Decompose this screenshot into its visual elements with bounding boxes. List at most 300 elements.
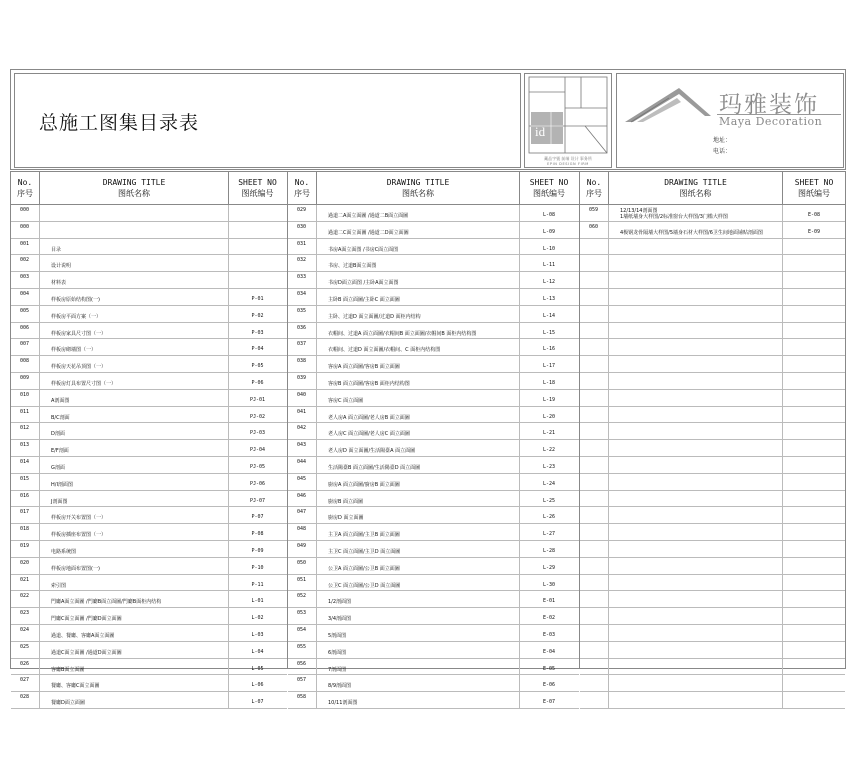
row-number: [580, 289, 609, 305]
header-no: [11, 172, 40, 204]
row-number: 022: [11, 591, 40, 607]
row-drawing-title: 老人房C 面立面圖/老人房C 面立面圖: [317, 423, 520, 439]
row-sheet-no: P-04: [251, 346, 264, 353]
row-drawing-title: 門廳A面立面圖 /門廳B面立面圖/門廳B面柜内结构: [40, 591, 229, 607]
row-drawing-title: [609, 407, 783, 423]
row-number: 059: [580, 205, 609, 221]
row-number: 038: [288, 356, 317, 372]
row-sheet-no: [783, 474, 845, 490]
page-title: 总施工图集目录表: [39, 112, 200, 134]
row-number: 049: [288, 541, 317, 557]
table-row: [288, 675, 579, 692]
table-row: [11, 407, 287, 424]
row-drawing-title: [609, 390, 783, 406]
table-row: [580, 474, 845, 491]
table-row: [580, 591, 845, 608]
table-row: [11, 239, 287, 256]
table-row: [580, 625, 845, 642]
header-drawing-title-cn: 图纸名称: [118, 189, 150, 198]
brand-box: [616, 73, 844, 168]
row-number: [580, 491, 609, 507]
row-number: 043: [288, 440, 317, 456]
row-number: 040: [288, 390, 317, 406]
table-row: [288, 205, 579, 222]
row-sheet-no: L-06: [251, 682, 264, 689]
row-drawing-title: [609, 591, 783, 607]
table-row: [288, 591, 579, 608]
header-no-en: No.: [586, 178, 602, 187]
row-drawing-title: 7剖面图: [317, 659, 520, 675]
row-number: 048: [288, 524, 317, 540]
row-drawing-title: 主卫C 面立面圖/主卫D 面立面圖: [317, 541, 520, 557]
table-row: [580, 272, 845, 289]
row-number: [580, 541, 609, 557]
row-sheet-no: PJ-07: [249, 497, 266, 504]
row-drawing-title: 衣帽间、过道D 面立面圖/衣帽间、C 面柜内结构图: [317, 339, 520, 355]
table-row: [288, 289, 579, 306]
row-number: 003: [11, 272, 40, 288]
row-sheet-no: L-10: [542, 245, 556, 252]
header-drawing-title-cn: 图纸名称: [679, 189, 712, 198]
table-row: [288, 423, 579, 440]
table-row: [11, 373, 287, 390]
table-header: [580, 172, 845, 205]
row-drawing-title: 客房C 面立面圖: [317, 390, 520, 406]
phone-label: 电话：: [713, 148, 732, 155]
row-drawing-title: 书房A面立面图 /书房C面立面图: [317, 239, 520, 255]
table-row: [11, 491, 287, 508]
row-sheet-no: P-02: [251, 312, 264, 319]
header-sheet-no-en: SHEET NO: [529, 178, 569, 187]
row-drawing-title: [609, 491, 783, 507]
table-row: [11, 323, 287, 340]
row-drawing-title: 公卫C 面立面圖/公卫D 面立面圖: [317, 575, 520, 591]
row-number: [580, 356, 609, 372]
row-number: 005: [11, 306, 40, 322]
row-drawing-title: 老人房D 面立面圖/生活陽臺A 面立面圖: [317, 440, 520, 456]
row-drawing-title: 主卫A 面立面圖/主卫B 面立面圖: [317, 524, 520, 540]
row-drawing-title: 样板房原始结构图(一): [40, 289, 229, 305]
table-row: [288, 407, 579, 424]
row-sheet-no: [783, 356, 845, 372]
header-drawing-title-cn: 图纸名称: [402, 189, 434, 198]
table-row: [580, 524, 845, 541]
row-drawing-title: [609, 373, 783, 389]
table-row: [288, 239, 579, 256]
row-drawing-title: 8/9剖面图: [317, 675, 520, 691]
row-number: 024: [11, 625, 40, 641]
row-drawing-title: 過道、餐廳、客廳A面立面圖: [40, 625, 229, 641]
table-row: [288, 491, 579, 508]
row-drawing-title: [609, 440, 783, 456]
index-column-1: [11, 172, 288, 707]
row-number: [580, 524, 609, 540]
row-drawing-title: 過道二C面立面圖 /過道二D面立面圖: [317, 222, 520, 238]
row-sheet-no: E-07: [542, 699, 556, 706]
row-number: 015: [11, 474, 40, 490]
row-drawing-title: [609, 289, 783, 305]
table-row: [11, 390, 287, 407]
table-row: [11, 575, 287, 592]
table-row: [11, 205, 287, 222]
row-sheet-no: L-24: [542, 480, 556, 487]
row-number: 027: [11, 675, 40, 691]
row-number: [580, 474, 609, 490]
row-number: 057: [288, 675, 317, 691]
row-drawing-title: 過道二A面立面圖 /過道二B面立面圖: [317, 205, 520, 221]
row-drawing-title: 样板房灯具布置尺寸图（一）: [40, 373, 229, 389]
row-drawing-title: [40, 222, 229, 238]
row-number: [580, 642, 609, 658]
row-number: [580, 323, 609, 339]
row-drawing-title: [609, 524, 783, 540]
row-number: 019: [11, 541, 40, 557]
row-number: [580, 373, 609, 389]
header-drawing-title-en: DRAWING TITLE: [102, 178, 166, 187]
row-drawing-title: [609, 507, 783, 523]
row-drawing-title: [609, 659, 783, 675]
header-no-cn: 序号: [17, 189, 33, 198]
row-number: [580, 558, 609, 574]
row-sheet-no: L-01: [251, 598, 264, 605]
table-row: [288, 457, 579, 474]
row-drawing-title: B/C剖面: [40, 407, 229, 423]
header-sheet-no-cn: 图纸编号: [533, 189, 565, 198]
row-sheet-no: L-29: [542, 564, 556, 571]
svg-text:id: id: [535, 124, 546, 139]
table-row: [580, 507, 845, 524]
row-sheet-no: L-16: [542, 346, 556, 353]
row-number: 037: [288, 339, 317, 355]
row-number: 033: [288, 272, 317, 288]
row-number: 045: [288, 474, 317, 490]
header-drawing-title: [317, 172, 520, 204]
table-row: [11, 356, 287, 373]
row-drawing-title: 样板房砌墙图（一）: [40, 339, 229, 355]
header-sheet-no: [229, 172, 286, 204]
table-row: [11, 507, 287, 524]
table-row: [288, 222, 579, 239]
design-firm-logo: [524, 73, 612, 168]
table-row: [11, 642, 287, 659]
row-drawing-title: 廚房B 面立面圖: [317, 491, 520, 507]
table-row: [11, 541, 287, 558]
header-no: [580, 172, 609, 204]
brand-name-cn: 玛雅装饰: [719, 92, 819, 118]
table-row: [11, 255, 287, 272]
row-number: 008: [11, 356, 40, 372]
row-sheet-no: [783, 608, 845, 624]
row-number: 000: [11, 222, 40, 238]
header-drawing-title: [609, 172, 783, 204]
row-drawing-title-line-2: 1墙纸墙身大样图/2标准窗台大样图/3门槛大样图: [620, 214, 728, 220]
row-drawing-title: 客廳B面立面圖: [40, 659, 229, 675]
row-sheet-no: L-26: [542, 514, 556, 521]
header-no-en: No.: [294, 178, 310, 187]
row-number: 006: [11, 323, 40, 339]
row-drawing-title: 样板房插座布置图（一）: [40, 524, 229, 540]
row-number: 031: [288, 239, 317, 255]
row-sheet-no: L-15: [542, 329, 556, 336]
table-row: [11, 675, 287, 692]
header-drawing-title-en: DRAWING TITLE: [386, 178, 450, 187]
row-drawing-title: [609, 642, 783, 658]
row-number: [580, 306, 609, 322]
row-sheet-no: P-06: [251, 379, 264, 386]
row-sheet-no: [783, 339, 845, 355]
row-number: 034: [288, 289, 317, 305]
header-no-cn: 序号: [294, 189, 310, 198]
row-number: 056: [288, 659, 317, 675]
drawing-index-table: [10, 171, 846, 707]
row-sheet-no: [783, 675, 845, 691]
row-drawing-title: 索引图: [40, 575, 229, 591]
row-number: 036: [288, 323, 317, 339]
table-row: [288, 255, 579, 272]
row-sheet-no: L-02: [251, 615, 264, 622]
row-number: 023: [11, 608, 40, 624]
row-number: [580, 608, 609, 624]
row-sheet-no: E-06: [542, 682, 556, 689]
table-row: [11, 692, 287, 709]
logo-grid-icon: [525, 74, 611, 167]
table-row: [580, 323, 845, 340]
row-sheet-no: P-09: [251, 547, 264, 554]
row-number: [580, 507, 609, 523]
table-row: [580, 608, 845, 625]
table-row: [288, 272, 579, 289]
row-sheet-no: [783, 306, 845, 322]
table-row: [11, 474, 287, 491]
table-row: [288, 541, 579, 558]
row-sheet-no: L-04: [251, 648, 264, 655]
row-number: 046: [288, 491, 317, 507]
table-row: [580, 373, 845, 390]
row-sheet-no: P-07: [251, 514, 264, 521]
row-sheet-no: [229, 205, 286, 221]
table-row: [288, 323, 579, 340]
table-row: [580, 642, 845, 659]
row-drawing-title: E/F剖面: [40, 440, 229, 456]
row-sheet-no: L-23: [542, 463, 556, 470]
row-drawing-title: [609, 541, 783, 557]
row-number: 054: [288, 625, 317, 641]
row-number: [580, 692, 609, 708]
row-drawing-title: 公卫A 面立面圖/公卫B 面立面圖: [317, 558, 520, 574]
row-sheet-no: L-27: [542, 531, 556, 538]
row-sheet-no: E-02: [542, 615, 556, 622]
row-number: 039: [288, 373, 317, 389]
row-sheet-no: L-21: [542, 430, 556, 437]
row-number: 041: [288, 407, 317, 423]
header-sheet-no-cn: 图纸编号: [241, 189, 274, 198]
table-body: [580, 205, 845, 709]
brand-name-en: Maya Decoration: [719, 115, 823, 128]
row-number: 050: [288, 558, 317, 574]
row-sheet-no: [783, 575, 845, 591]
row-sheet-no: [783, 591, 845, 607]
row-drawing-title: 5剖面图: [317, 625, 520, 641]
row-sheet-no: E-09: [807, 228, 821, 235]
table-row: [580, 440, 845, 457]
row-sheet-no: PJ-06: [249, 480, 266, 487]
row-drawing-title: [609, 423, 783, 439]
row-sheet-no: [783, 491, 845, 507]
svg-text:藏品字號 前端 设计 事务所: 藏品字號 前端 设计 事务所: [544, 156, 592, 161]
row-sheet-no: [783, 390, 845, 406]
row-drawing-title: [609, 608, 783, 624]
table-row: [11, 440, 287, 457]
row-number: 017: [11, 507, 40, 523]
row-sheet-no: P-01: [251, 295, 264, 302]
row-number: 007: [11, 339, 40, 355]
table-row: [288, 339, 579, 356]
table-row: [580, 289, 845, 306]
row-drawing-title: H/I剖面图: [40, 474, 229, 490]
row-sheet-no: L-19: [542, 396, 556, 403]
row-sheet-no: L-25: [542, 497, 556, 504]
header-drawing-title: [40, 172, 229, 204]
row-drawing-title: [609, 255, 783, 271]
header-sheet-no-cn: 图纸编号: [798, 189, 830, 198]
table-header: [288, 172, 579, 205]
row-number: 001: [11, 239, 40, 255]
table-row: [288, 474, 579, 491]
row-drawing-title: 老人房A 面立面圖/老人房B 面立面圖: [317, 407, 520, 423]
row-drawing-title: [609, 625, 783, 641]
row-drawing-title: 廚房A 面立面圖/廚房B 面立面圖: [317, 474, 520, 490]
header-sheet-no: [520, 172, 578, 204]
header-sheet-no-en: SHEET NO: [794, 178, 834, 187]
table-row: [580, 239, 845, 256]
row-sheet-no: L-28: [542, 547, 556, 554]
row-sheet-no: [783, 659, 845, 675]
row-number: [580, 625, 609, 641]
row-sheet-no: [783, 423, 845, 439]
row-sheet-no: L-13: [542, 295, 556, 302]
row-drawing-title: 過道C面立面圖 /過道D面立面圖: [40, 642, 229, 658]
table-row: [288, 373, 579, 390]
table-row: [580, 407, 845, 424]
table-row: [11, 608, 287, 625]
table-row: [288, 558, 579, 575]
row-sheet-no: PJ-02: [249, 413, 266, 420]
table-row: [580, 222, 845, 239]
row-drawing-title: 4极钢龙骨隔墙大样图/5墙身石材大样图/6卫生间地面铺贴剖面图: [609, 222, 783, 238]
row-number: [580, 575, 609, 591]
row-sheet-no: P-10: [251, 564, 264, 571]
row-sheet-no: [783, 692, 845, 708]
row-drawing-title: 样板房平面方案（一）: [40, 306, 229, 322]
index-column-2: [288, 172, 580, 707]
table-row: [288, 306, 579, 323]
row-drawing-title: 书房、过道B面立面图: [317, 255, 520, 271]
row-number: 058: [288, 692, 317, 708]
table-row: [11, 524, 287, 541]
row-drawing-title: 目录: [40, 239, 229, 255]
row-drawing-title: 主卧B 面立面圖/主卧C 面立面圖: [317, 289, 520, 305]
row-drawing-title: 客房A 面立面圖/客房B 面立面圖: [317, 356, 520, 372]
row-sheet-no: [229, 272, 286, 288]
row-number: 035: [288, 306, 317, 322]
row-drawing-title: 样板房天花吊顶图（一）: [40, 356, 229, 372]
drawing-sheet: [10, 69, 846, 707]
row-number: 004: [11, 289, 40, 305]
row-number: 026: [11, 659, 40, 675]
row-number: [580, 423, 609, 439]
row-drawing-title: J剖面图: [40, 491, 229, 507]
table-row: [580, 356, 845, 373]
table-row: [11, 289, 287, 306]
row-sheet-no: L-03: [251, 631, 264, 638]
row-drawing-title: 1/2剖面图: [317, 591, 520, 607]
row-drawing-title: D剖面: [40, 423, 229, 439]
row-number: 012: [11, 423, 40, 439]
row-drawing-title: [609, 272, 783, 288]
row-sheet-no: L-05: [251, 665, 264, 672]
title-box: [14, 73, 521, 168]
row-sheet-no: E-08: [807, 212, 821, 218]
roof-logo-icon: [621, 78, 721, 138]
table-row: [580, 390, 845, 407]
table-row: [288, 608, 579, 625]
table-row: [11, 457, 287, 474]
row-number: [580, 457, 609, 473]
row-drawing-title: A剖面图: [40, 390, 229, 406]
row-drawing-title-line-1: 12/13/14剖面图: [620, 208, 658, 214]
table-row: [580, 692, 845, 709]
row-number: [580, 339, 609, 355]
row-drawing-title: [609, 675, 783, 691]
row-number: 053: [288, 608, 317, 624]
row-number: 028: [11, 692, 40, 708]
row-sheet-no: [783, 289, 845, 305]
row-sheet-no: [783, 272, 845, 288]
row-sheet-no: L-18: [542, 379, 556, 386]
table-row: [11, 306, 287, 323]
table-row: [288, 356, 579, 373]
row-sheet-no: [229, 239, 286, 255]
table-row: [288, 390, 579, 407]
row-drawing-title: 餐廳、客廳C面立面圖: [40, 675, 229, 691]
row-number: 000: [11, 205, 40, 221]
row-drawing-title: 书房D面立面图 /主卧A面立面图: [317, 272, 520, 288]
row-number: 044: [288, 457, 317, 473]
header-sheet-no-en: SHEET NO: [238, 178, 277, 187]
row-number: 020: [11, 558, 40, 574]
row-sheet-no: P-03: [251, 329, 264, 336]
row-drawing-title: 主卧、过道D 面立面圖/过道D 面柜内结构: [317, 306, 520, 322]
row-sheet-no: [783, 625, 845, 641]
row-number: [580, 675, 609, 691]
row-drawing-title: [609, 558, 783, 574]
row-number: 032: [288, 255, 317, 271]
row-number: [580, 255, 609, 271]
table-row: [11, 339, 287, 356]
row-drawing-title: [609, 356, 783, 372]
row-sheet-no: E-03: [542, 631, 556, 638]
table-row: [11, 423, 287, 440]
row-drawing-title: 生活陽臺B 面立面圖/生活陽臺D 面立面圖: [317, 457, 520, 473]
row-drawing-title: 电路系统图: [40, 541, 229, 557]
row-sheet-no: L-08: [542, 212, 556, 218]
row-drawing-title: [609, 205, 783, 221]
row-drawing-title: 样板房开关布置图（一）: [40, 507, 229, 523]
row-sheet-no: PJ-04: [249, 447, 266, 454]
row-number: [580, 440, 609, 456]
table-row: [580, 575, 845, 592]
row-drawing-title: 廚房D 面立面圖: [317, 507, 520, 523]
